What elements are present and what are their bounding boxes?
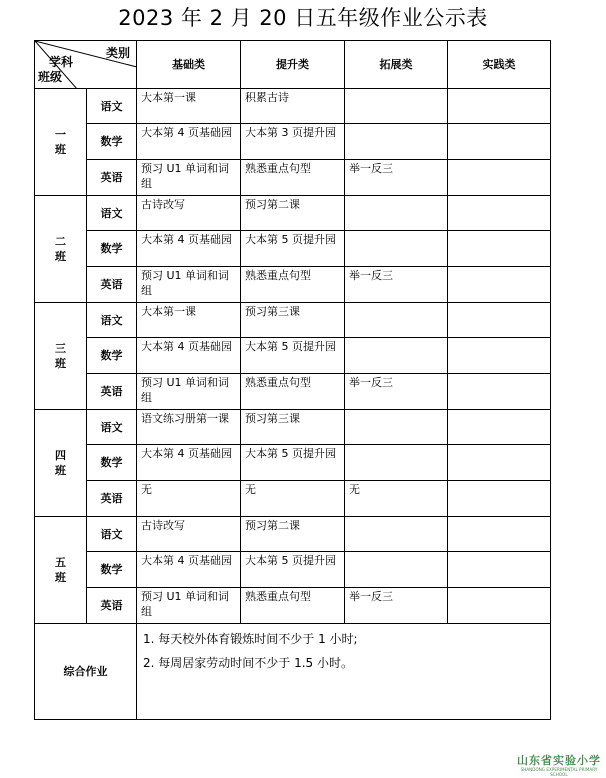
task-cell-extended: 举一反三 bbox=[345, 374, 448, 410]
column-header-basic: 基础类 bbox=[137, 41, 241, 89]
subject-cell: 英语 bbox=[87, 267, 137, 303]
task-cell-advanced: 熟悉重点句型 bbox=[241, 267, 345, 303]
class-4-row bbox=[35, 410, 551, 445]
class-name-char: 三 bbox=[55, 342, 66, 355]
header-subject-label: 学科 bbox=[49, 55, 74, 69]
column-header-practice: 实践类 bbox=[448, 41, 551, 89]
task-cell-advanced: 无 bbox=[241, 481, 345, 517]
subject-cell: 数学 bbox=[87, 445, 137, 481]
task-cell-basic: 大本第 4 页基础园 bbox=[137, 552, 241, 588]
task-cell-extended bbox=[345, 410, 448, 445]
subject-cell: 数学 bbox=[87, 124, 137, 160]
subject-cell: 语文 bbox=[87, 410, 137, 445]
class-3-row bbox=[35, 338, 551, 374]
subject-cell: 数学 bbox=[87, 231, 137, 267]
class-name-cell bbox=[35, 196, 87, 303]
task-cell-advanced: 大本第 5 页提升园 bbox=[241, 552, 345, 588]
task-cell-practice bbox=[448, 303, 551, 338]
task-cell-practice bbox=[448, 338, 551, 374]
task-cell-extended bbox=[345, 231, 448, 267]
header-corner-cell bbox=[35, 41, 137, 89]
task-cell-practice bbox=[448, 267, 551, 303]
task-cell-extended bbox=[345, 124, 448, 160]
class-name-char: 班 bbox=[55, 143, 66, 156]
task-cell-practice bbox=[448, 445, 551, 481]
class-5-row bbox=[35, 588, 551, 624]
task-cell-basic: 大本第 4 页基础园 bbox=[137, 124, 241, 160]
task-cell-practice bbox=[448, 124, 551, 160]
task-cell-basic: 大本第 4 页基础园 bbox=[137, 445, 241, 481]
class-name-char: 班 bbox=[55, 357, 66, 370]
summary-row bbox=[35, 624, 551, 720]
task-cell-basic: 预习 U1 单词和词组 bbox=[137, 267, 241, 303]
task-cell-extended bbox=[345, 552, 448, 588]
class-2-row bbox=[35, 196, 551, 231]
task-cell-extended bbox=[345, 517, 448, 552]
class-name-char: 五 bbox=[55, 556, 66, 569]
task-cell-advanced: 大本第 3 页提升园 bbox=[241, 124, 345, 160]
school-logo-english: SHANDONG EXPERIMENTAL PRIMARY SCHOOL bbox=[520, 767, 598, 777]
task-cell-advanced: 熟悉重点句型 bbox=[241, 374, 345, 410]
task-cell-basic: 语文练习册第一课 bbox=[137, 410, 241, 445]
class-2-row bbox=[35, 267, 551, 303]
summary-item: 1. 每天校外体育锻炼时间不少于 1 小时; bbox=[143, 632, 358, 646]
page-title: 2023 年 2 月 20 日五年级作业公示表 bbox=[118, 6, 488, 30]
task-cell-extended: 举一反三 bbox=[345, 267, 448, 303]
task-cell-extended: 举一反三 bbox=[345, 588, 448, 624]
subject-cell: 语文 bbox=[87, 196, 137, 231]
task-cell-advanced: 预习第三课 bbox=[241, 410, 345, 445]
task-cell-basic: 无 bbox=[137, 481, 241, 517]
task-cell-advanced: 积累古诗 bbox=[241, 89, 345, 124]
task-cell-practice bbox=[448, 374, 551, 410]
task-cell-practice bbox=[448, 588, 551, 624]
summary-item: 2. 每周居家劳动时间不少于 1.5 小时。 bbox=[143, 656, 353, 670]
subject-cell: 语文 bbox=[87, 517, 137, 552]
subject-cell: 语文 bbox=[87, 89, 137, 124]
class-4-row bbox=[35, 481, 551, 517]
task-cell-advanced: 熟悉重点句型 bbox=[241, 160, 345, 196]
school-logo-name: 山东省实验小学 bbox=[517, 754, 601, 767]
task-cell-advanced: 预习第二课 bbox=[241, 196, 345, 231]
summary-label: 综合作业 bbox=[35, 624, 137, 720]
task-cell-basic: 大本第一课 bbox=[137, 303, 241, 338]
task-cell-advanced: 预习第二课 bbox=[241, 517, 345, 552]
subject-cell: 语文 bbox=[87, 303, 137, 338]
task-cell-advanced: 大本第 5 页提升园 bbox=[241, 338, 345, 374]
task-cell-advanced: 大本第 5 页提升园 bbox=[241, 445, 345, 481]
subject-cell: 英语 bbox=[87, 588, 137, 624]
task-cell-advanced: 熟悉重点句型 bbox=[241, 588, 345, 624]
task-cell-basic: 预习 U1 单词和词组 bbox=[137, 588, 241, 624]
class-1-row bbox=[35, 160, 551, 196]
task-cell-extended bbox=[345, 445, 448, 481]
class-5-row bbox=[35, 552, 551, 588]
task-cell-basic: 大本第 4 页基础园 bbox=[137, 231, 241, 267]
subject-cell: 数学 bbox=[87, 552, 137, 588]
class-2-row bbox=[35, 231, 551, 267]
class-3-row bbox=[35, 374, 551, 410]
school-logo bbox=[514, 752, 604, 777]
subject-cell: 数学 bbox=[87, 338, 137, 374]
class-name-char: 班 bbox=[55, 464, 66, 477]
task-cell-extended bbox=[345, 196, 448, 231]
task-cell-practice bbox=[448, 517, 551, 552]
task-cell-basic: 预习 U1 单词和词组 bbox=[137, 374, 241, 410]
task-cell-extended bbox=[345, 89, 448, 124]
task-cell-basic: 大本第一课 bbox=[137, 89, 241, 124]
class-name-char: 班 bbox=[55, 571, 66, 584]
class-name-cell bbox=[35, 410, 87, 517]
subject-cell: 英语 bbox=[87, 160, 137, 196]
task-cell-basic: 大本第 4 页基础园 bbox=[137, 338, 241, 374]
header-row bbox=[35, 41, 551, 89]
class-name-cell bbox=[35, 303, 87, 410]
task-cell-practice bbox=[448, 160, 551, 196]
column-header-extended: 拓展类 bbox=[345, 41, 448, 89]
subject-cell: 英语 bbox=[87, 481, 137, 517]
task-cell-advanced: 预习第三课 bbox=[241, 303, 345, 338]
task-cell-practice bbox=[448, 410, 551, 445]
task-cell-advanced: 大本第 5 页提升园 bbox=[241, 231, 345, 267]
task-cell-basic: 古诗改写 bbox=[137, 517, 241, 552]
class-name-cell bbox=[35, 89, 87, 196]
column-header-advanced: 提升类 bbox=[241, 41, 345, 89]
task-cell-extended: 举一反三 bbox=[345, 160, 448, 196]
homework-table bbox=[34, 40, 551, 720]
subject-cell: 英语 bbox=[87, 374, 137, 410]
class-name-char: 二 bbox=[55, 235, 66, 248]
class-name-cell bbox=[35, 517, 87, 624]
task-cell-basic: 古诗改写 bbox=[137, 196, 241, 231]
class-name-char: 班 bbox=[55, 250, 66, 263]
task-cell-practice bbox=[448, 552, 551, 588]
header-class-label: 班级 bbox=[38, 70, 63, 84]
class-name-char: 四 bbox=[55, 449, 66, 462]
class-name-char: 一 bbox=[55, 128, 66, 141]
class-1-row bbox=[35, 124, 551, 160]
header-kind-label: 类别 bbox=[105, 46, 130, 60]
task-cell-basic: 预习 U1 单词和词组 bbox=[137, 160, 241, 196]
task-cell-extended: 无 bbox=[345, 481, 448, 517]
task-cell-extended bbox=[345, 303, 448, 338]
task-cell-practice bbox=[448, 89, 551, 124]
class-1-row bbox=[35, 89, 551, 124]
task-cell-practice bbox=[448, 481, 551, 517]
summary-content bbox=[137, 624, 551, 720]
class-4-row bbox=[35, 445, 551, 481]
task-cell-practice bbox=[448, 196, 551, 231]
task-cell-practice bbox=[448, 231, 551, 267]
task-cell-extended bbox=[345, 338, 448, 374]
class-5-row bbox=[35, 517, 551, 552]
class-3-row bbox=[35, 303, 551, 338]
